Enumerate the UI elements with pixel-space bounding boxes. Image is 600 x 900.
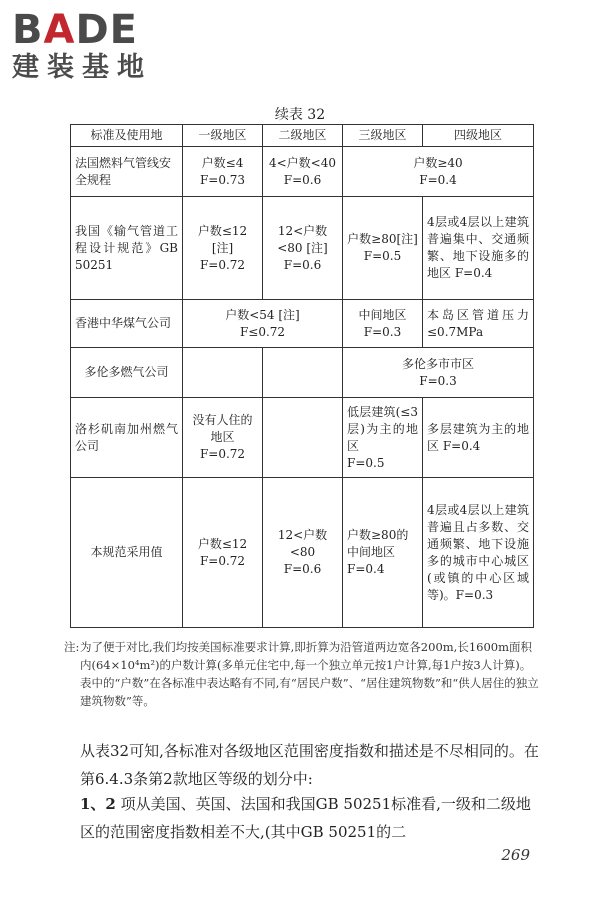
table-cell: 户数<54 [注] F≤0.72: [183, 300, 343, 348]
table-cell-empty: [263, 348, 343, 398]
table-cell: 12<户数<80 F=0.6: [263, 478, 343, 628]
row-label: 我国《输气管道工程设计规范》GB 50251: [71, 197, 183, 300]
table-cell: 4层或4层以上建筑普遍集中、交通频繁、地下设施多的地区 F=0.4: [423, 197, 534, 300]
table-cell: 多层建筑为主的地区 F=0.4: [423, 398, 534, 478]
table-caption: 续表 32: [274, 107, 326, 123]
table-row: [71, 398, 534, 478]
row-label: 香港中华煤气公司: [71, 300, 183, 348]
table-cell: 12<户数 <80 [注] F=0.6: [263, 197, 343, 300]
note-text: 为了便于对比,我们均按美国标准要求计算,即折算为沿管道两边宽各200m,长1600m面积内(64×10⁴m²)的户数计算(多单元住宅中,每一个独立单元按1户计算,每1户按3人计算)。表中的“户数”在各标准中表达略有不同,有“居民户数”、“居住建筑物数”和“供人居住的独立建筑物数”等。: [80, 640, 539, 708]
table-cell: 户数≥80的 中间地区 F=0.4: [343, 478, 423, 628]
header-cell: 一级地区: [183, 125, 263, 147]
paragraph-text: 项从美国、英国、法国和我国GB 50251标准看,一级和二级地区的范围密度指数相差不大,(其中GB 50251的二: [80, 795, 531, 841]
header-cell: 二级地区: [263, 125, 343, 147]
table-cell: 4<户数<40 F=0.6: [263, 147, 343, 197]
header-cell: 三级地区: [343, 125, 423, 147]
body-paragraph: [80, 790, 540, 846]
table-cell: 多伦多市市区 F=0.3: [343, 348, 534, 398]
table-row: [71, 300, 534, 348]
logo-subtitle: 建装基地: [12, 52, 152, 83]
table-cell-empty: [183, 348, 263, 398]
table-cell: 中间地区 F=0.3: [343, 300, 423, 348]
table-cell: 户数≥40 F=0.4: [343, 147, 534, 197]
table-cell: 户数≤12 [注] F=0.72: [183, 197, 263, 300]
table-cell: 户数≤12 F=0.72: [183, 478, 263, 628]
header-cell: 四级地区: [423, 125, 534, 147]
row-label: 多伦多燃气公司: [71, 348, 183, 398]
row-label: 法国燃料气管线安全规程: [71, 147, 183, 197]
table-note: [64, 638, 540, 710]
header-cell: 标准及使用地: [71, 125, 183, 147]
table-cell: 户数≥80[注] F=0.5: [343, 197, 423, 300]
logo-wordmark: BADE: [12, 7, 138, 53]
comparison-table: [70, 124, 534, 628]
table-cell: 没有人住的 地区 F=0.72: [183, 398, 263, 478]
table-cell: 本岛区管道压力≤0.7MPa: [423, 300, 534, 348]
row-label: 本规范采用值: [71, 478, 183, 628]
note-label: 注:: [64, 640, 80, 654]
table-cell: 4层或4层以上建筑普遍且占多数、交通频繁、地下设施多的城市中心城区(或镇的中心区域等)。F=0.3: [423, 478, 534, 628]
table-header-row: [71, 125, 534, 147]
item-number: 1、2: [80, 795, 116, 813]
table-cell: 低层建筑(≤3层)为主的地区 F=0.5: [343, 398, 423, 478]
table-cell: 户数≤4 F=0.73: [183, 147, 263, 197]
table-row: [71, 478, 534, 628]
table-row: [71, 197, 534, 300]
row-label: 洛杉矶南加州燃气公司: [71, 398, 183, 478]
page-number: 269: [501, 846, 530, 864]
brand-logo: [12, 8, 182, 84]
table-row: [71, 147, 534, 197]
table-row: [71, 348, 534, 398]
body-paragraph: 从表32可知,各标准对各级地区范围密度指数和描述是不尽相同的。在第6.4.3条第2款地区等级的划分中:: [80, 742, 539, 788]
table-cell-empty: [263, 398, 343, 478]
